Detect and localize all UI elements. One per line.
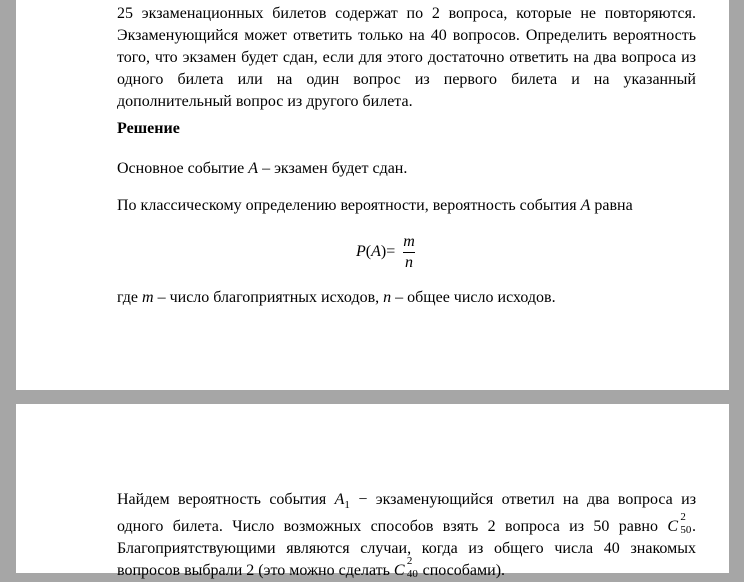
formula-fraction	[401, 232, 417, 273]
event-variable: A	[248, 160, 259, 177]
formula-func: P	[356, 243, 366, 260]
combination-40-2	[393, 555, 419, 582]
comb2-sup: 2	[406, 555, 413, 568]
where-text-2: – число благоприятных исходов,	[153, 289, 384, 306]
document-page-2	[16, 404, 729, 581]
probability-formula	[356, 229, 417, 275]
comb2-sub: 40	[406, 568, 418, 581]
find-text-4: способами).	[418, 562, 506, 580]
find-text-3: . Благоприятствующими являются случаи, когда из общего числа 40 знакомых вопросов выбрали 2 (это можно сделать	[117, 518, 696, 580]
comb1-sup: 2	[680, 511, 686, 524]
classic-text-suffix: равна	[590, 197, 633, 214]
event-text-prefix: Основное событие	[117, 160, 249, 177]
event-a1-sub: 1	[344, 499, 350, 512]
combination-50-2	[667, 511, 692, 538]
find-text-1: Найдем вероятность события	[117, 491, 335, 508]
where-paragraph	[117, 287, 696, 309]
formula-var: A	[371, 243, 381, 260]
formula-numerator: m	[403, 232, 415, 250]
formula-open-paren: (	[365, 243, 372, 260]
where-m: m	[142, 289, 154, 306]
solution-heading: Решение	[117, 120, 180, 137]
main-event-paragraph	[117, 158, 696, 180]
document-page-1	[16, 0, 729, 390]
classic-variable: A	[580, 197, 591, 214]
problem-statement: 25 экзаменационных билетов содержат по 2 вопроса, которые не повторяются. Экзаменующийся может ответить только на 40 вопросов. Определить вероятность того, что экзамен будет сдан, если для этого достаточно ответить на два вопроса из одного билета или на один вопрос из первого билета и на указанный дополнительный вопрос из другого билета.	[117, 5, 696, 110]
find-probability-paragraph	[117, 489, 696, 582]
event-a1	[334, 491, 350, 512]
where-text-3: – общее число исходов.	[391, 289, 556, 306]
comb1-base: C	[667, 518, 678, 536]
event-a1-base: A	[334, 491, 345, 508]
event-text-suffix: – экзамен будет сдан.	[258, 160, 408, 177]
formula-denominator: n	[405, 253, 414, 271]
comb1-sub: 50	[680, 524, 692, 537]
classic-text-prefix: По классическому определению вероятности, вероятность события	[117, 197, 581, 214]
comb2-base: C	[393, 562, 405, 580]
classical-definition-paragraph	[117, 195, 696, 217]
formula-equals: =	[386, 243, 396, 260]
find-text-2: − экзаменующийся ответил на два вопроса из одного билета. Число возможных способов взять 2 вопроса из 50 равно	[117, 491, 697, 536]
where-n: n	[383, 289, 392, 306]
where-text-1: где	[117, 289, 143, 306]
formula-close-paren: )	[380, 243, 387, 260]
